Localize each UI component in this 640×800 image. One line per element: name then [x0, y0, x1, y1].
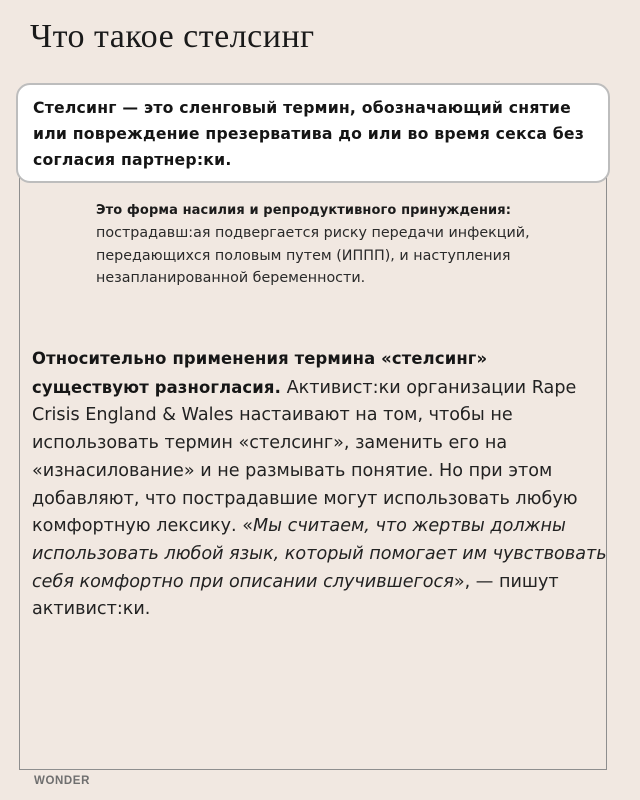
violence-body: пострадавш:ая подвергается риску передачи инфекций, передающихся половым путем (ИППП), и наступления незапланированной беременности. — [96, 225, 530, 286]
content-frame — [19, 174, 607, 770]
brand-logo: WONDER — [34, 775, 90, 787]
disagreement-body: Активист:ки организации Rape Crisis England & Wales настаивают на том, чтобы не использовать термин «стелсинг», заменить его на «изнасилование» и не размывать понятие. Но при этом добавляют, что пострадавшие могут использовать любую комфортную лексику. « — [32, 377, 578, 537]
page-title: Что такое стелсинг — [30, 18, 315, 55]
disagreement-tail: », — пишут активист:ки. — [32, 571, 559, 620]
activists-quote: Мы считаем, что жертвы должны использовать любой язык, который помогает им чувствовать себя комфортно при описании случившегося — [32, 516, 607, 592]
violence-lead: Это форма насилия и репродуктивного принуждения: — [96, 203, 512, 218]
definition-card — [16, 83, 610, 183]
disagreement-lead: Относительно применения термина «стелсинг» существуют разногласия. — [32, 349, 488, 397]
definition-text: Стелсинг — это сленговый термин, обозначающий снятие или повреждение презерватива до или во время секса без согласия партнер:ки. — [33, 98, 585, 169]
